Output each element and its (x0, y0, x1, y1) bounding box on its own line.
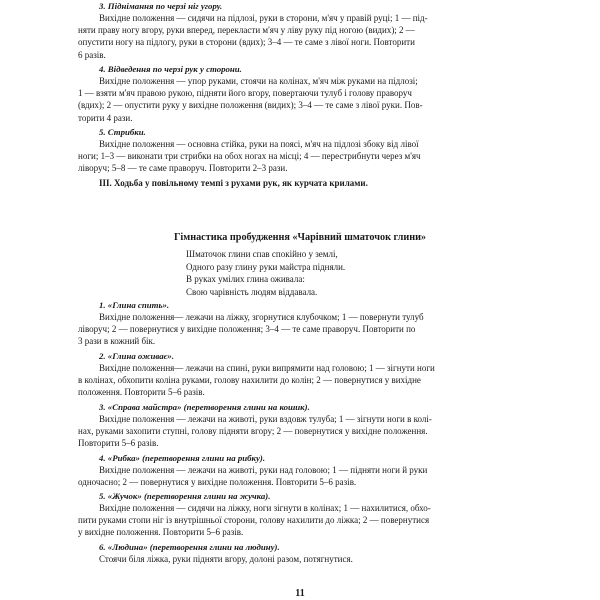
gymnastics-header (0, 232, 600, 243)
gym-exercise-5-text: Вихідне положення — сидячи на ліжку, ноги зігнути в колінах; 1 — нахилитися, обхо- пити руками стопи ніг із внутрішньої сторони, голову нахилити до ліжка; 2 — повернутися у вихідне положення. Повторити 5–6 разів. (78, 503, 431, 538)
poem-line: Одного разу глину руки майстра підняли. (186, 261, 346, 272)
exercise-4-text: Вихідне положення — упор руками, стоячи на колінах, м'яч між руками на підлозі; 1 — взяти м'яч правою рукою, підняти його вгору, повертаючи тулуб і голову праворуч (вдих); 2 — опустити руку у вихідне положення (видих); 3–4 — те саме з лівої руки. Пов- торити 4 рази. (78, 76, 423, 123)
gym-exercise-3 (0, 401, 600, 450)
gym-exercise-1-text: Вихідне положення— лежачи на ліжку, згорнутися клубочком; 1 — повернути тулуб ліворуч; 2 — повернутися у вихідне положення; 3–4 — те саме праворуч. Повторити по 3 рази в кожний бік. (78, 312, 424, 347)
poem (0, 248, 600, 298)
exercise-4 (0, 63, 600, 124)
gym-exercise-1-title: 1. «Глина спить». (99, 300, 170, 310)
exercise-3-text: Вихідне положення — сидячи на підлозі, руки в сторони, м'яч у правій руці; 1 — під- няти праву ногу вгору, руки вперед, перекласти м'яч у ліву руку під ногою (видих); 2 — опустити ногу на підлогу, руки в сторони (вдих); 3–4 — те саме з лівої ноги. Повторити 6 разів. (78, 13, 428, 60)
gym-exercise-2-text: Вихідне положення— лежачи на спині, руки випрямити над головою; 1 — зігнути ноги в колінах, обхопити коліна руками, голову нахилити до колін; 2 — повернутися у вихідне положення. Повторити 5–6 разів. (78, 363, 435, 398)
exercise-3-title: 3. Піднімання по черзі ніг угору. (99, 1, 223, 11)
gym-exercise-5 (0, 490, 600, 539)
page-number: 11 (295, 588, 305, 599)
poem-line: В руках умілих глина оживала: (186, 274, 305, 285)
gym-exercise-6-title: 6. «Людина» (перетворення глини на людину). (99, 542, 280, 552)
gym-exercise-2 (0, 350, 600, 399)
gym-exercise-1 (0, 299, 600, 348)
gym-exercise-4 (0, 452, 600, 488)
poem-line: Свою чарівність людям віддавала. (186, 286, 318, 297)
section-3 (0, 177, 600, 189)
exercise-4-title: 4. Відведення по черзі рук у сторони. (99, 64, 242, 74)
gymnastics-title: Гімнастика пробудження «Чарівний шматочок глини» (173, 232, 427, 243)
gym-exercise-6-text: Стоячи біля ліжка, руки підняти вгору, долоні разом, потягнутися. (99, 554, 353, 564)
exercise-5-title: 5. Стрибки. (99, 127, 146, 137)
gym-exercise-3-title: 3. «Справа майстра» (перетворення глини на кошик). (99, 402, 310, 412)
exercise-5 (0, 126, 600, 175)
gym-exercise-4-text: Вихідне положення — лежачи на животі, руки над головою; 1 — підняти ноги й руки одночасно; 2 — повернутися у вихідне положення. Повторити 5–6 разів. (78, 465, 428, 488)
gym-exercise-2-title: 2. «Глина оживає». (99, 351, 174, 361)
poem-line: Шматочок глини спав спокійно у землі, (186, 249, 338, 259)
gym-exercise-3-text: Вихідне положення — лежачи на животі, руки вздовж тулуба; 1 — зігнути ноги в колі- нах, руками захопити ступні, голову підняти вгору; 2 — повернутися у вихідне положення. Повторити 5–6 разів. (78, 414, 432, 449)
gym-exercise-4-title: 4. «Рибка» (перетворення глини на рибку). (99, 453, 266, 463)
section-3-heading: III. Ходьба у повільному темпі з рухами рук, як курчата крилами. (99, 178, 368, 188)
exercise-5-text: Вихідне положення — основна стійка, руки на поясі, м'яч на підлозі збоку від лівої ноги; 1–3 — виконати три стрибки на обох ногах на місці; 4 — перестрибнути через м'яч ліворуч; 5–8 — те саме праворуч. Повторити 2–3 рази. (78, 139, 421, 174)
gym-exercise-5-title: 5. «Жучок» (перетворення глини на жучка). (99, 491, 271, 501)
gym-exercise-6 (0, 541, 600, 565)
exercise-3 (0, 0, 600, 61)
